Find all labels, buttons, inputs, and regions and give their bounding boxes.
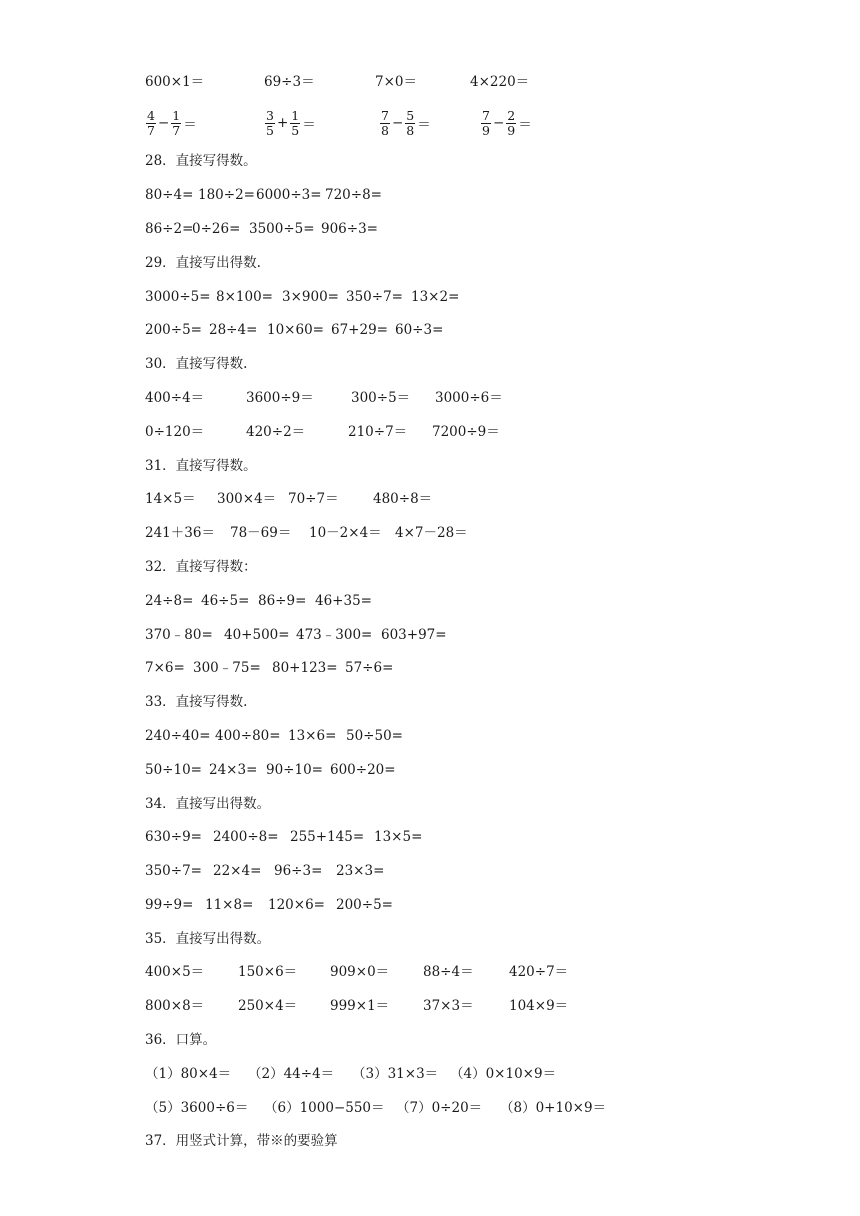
fraction: $\frac{3}{5}$ <box>266 107 274 138</box>
expression: 630÷9= <box>145 829 202 845</box>
fraction-expression: $\frac{4}{7}$ − $\frac{1}{7}$ ＝ <box>147 107 197 138</box>
expression: 420÷7＝ <box>509 964 569 980</box>
expression: 28÷4= <box>209 322 258 338</box>
expression: 10×60= <box>267 322 324 338</box>
question-title: 32．直接写得数： <box>145 559 257 575</box>
expression: 50÷50= <box>346 728 403 744</box>
expression: 46+35= <box>315 593 372 609</box>
expression: 800×8＝ <box>145 998 205 1014</box>
question-title: 31．直接写得数。 <box>145 458 257 474</box>
expression: （4）0×10×9＝ <box>450 1066 557 1082</box>
expression: 480÷8＝ <box>373 491 433 507</box>
expression: 78－69＝ <box>230 525 292 541</box>
expression: 150×6＝ <box>238 964 298 980</box>
expression: 7×0＝ <box>375 74 417 90</box>
expression: 13×5= <box>374 829 423 845</box>
expression: 70÷7＝ <box>288 491 339 507</box>
expression: 69÷3＝ <box>264 74 315 90</box>
expression: 300÷5＝ <box>351 390 411 406</box>
expression: 720÷8= <box>325 187 382 203</box>
expression: 4×220＝ <box>470 74 530 90</box>
expression: 46÷5= <box>201 593 250 609</box>
expression: 4×7－28＝ <box>395 525 468 541</box>
expression: 255+145= <box>290 829 365 845</box>
expression: 603+97= <box>381 627 447 643</box>
expression: 999×1＝ <box>330 998 390 1014</box>
expression: 57÷6= <box>345 660 394 676</box>
expression: 6000÷3= <box>256 187 322 203</box>
question-title: 36．口算。 <box>145 1032 217 1048</box>
expression: 60÷3= <box>395 322 444 338</box>
expression: 2400÷8= <box>213 829 279 845</box>
question-title: 34．直接写出得数。 <box>145 796 271 812</box>
fraction-expression: $\frac{7}{9}$ − $\frac{2}{9}$ ＝ <box>482 107 532 138</box>
expression: 400÷4＝ <box>145 390 205 406</box>
expression: 40+500= <box>224 627 290 643</box>
expression: 200÷5= <box>145 322 202 338</box>
expression: 104×9＝ <box>509 998 569 1014</box>
expression: 250×4＝ <box>238 998 298 1014</box>
fraction: $\frac{2}{9}$ <box>507 107 516 138</box>
expression: 80+123= <box>272 660 338 676</box>
expression: 120×6= <box>268 897 325 913</box>
expression: 37×3＝ <box>423 998 474 1014</box>
expression: 23×3= <box>336 863 385 879</box>
expression: 600÷20= <box>330 762 396 778</box>
expression: 7200÷9＝ <box>432 424 500 440</box>
expression: 11×8= <box>205 897 254 913</box>
question-title: 33．直接写得数. <box>145 694 248 710</box>
question-title: 28．直接写得数。 <box>145 153 257 169</box>
question-title: 29．直接写出得数. <box>145 255 261 271</box>
expression: （1）80×4＝ <box>145 1066 232 1082</box>
fraction: $\frac{1}{5}$ <box>291 107 300 138</box>
expression: 240÷40= <box>145 728 211 744</box>
expression: 3×900= <box>282 289 339 305</box>
expression: 909×0＝ <box>330 964 390 980</box>
expression: 400÷80= <box>215 728 281 744</box>
expression: 241＋36＝ <box>145 525 215 541</box>
expression: 420÷2＝ <box>246 424 306 440</box>
expression: 13×6= <box>288 728 337 744</box>
expression: （3）31×3＝ <box>352 1066 439 1082</box>
expression: 8×100= <box>216 289 273 305</box>
expression: 0÷120＝ <box>145 424 205 440</box>
question-title: 37．用竖式计算，带※的要验算 <box>145 1133 338 1149</box>
expression: 473﹣300= <box>296 627 373 643</box>
expression: 99÷9= <box>145 897 194 913</box>
fraction: $\frac{7}{9}$ <box>482 107 490 138</box>
expression: （7）0÷20＝ <box>396 1100 483 1116</box>
expression: 24÷8= <box>145 593 194 609</box>
fraction: $\frac{1}{7}$ <box>172 107 181 138</box>
question-title: 30．直接写得数. <box>145 356 248 372</box>
question-title: 35．直接写出得数。 <box>145 931 271 947</box>
expression: 3600÷9＝ <box>246 390 314 406</box>
expression: 350÷7= <box>145 863 202 879</box>
expression: 180÷2= <box>198 187 255 203</box>
expression: 370﹣80= <box>145 627 213 643</box>
expression: （6）1000−550＝ <box>264 1100 385 1116</box>
expression: 86÷9= <box>258 593 307 609</box>
expression: 24×3= <box>209 762 258 778</box>
expression: 14×5＝ <box>145 491 196 507</box>
expression: 10－2×4＝ <box>309 525 382 541</box>
expression: 600×1＝ <box>145 74 205 90</box>
expression: 200÷5= <box>336 897 393 913</box>
expression: 22×4= <box>213 863 262 879</box>
expression: 300﹣75= <box>193 660 261 676</box>
fraction-expression: $\frac{7}{8}$ − $\frac{5}{8}$ ＝ <box>381 107 431 138</box>
expression: 80÷4= <box>145 187 194 203</box>
expression: 400×5＝ <box>145 964 205 980</box>
expression: （2）44÷4＝ <box>248 1066 335 1082</box>
expression: （5）3600÷6＝ <box>145 1100 249 1116</box>
expression: 3000÷5= <box>145 289 211 305</box>
expression: 13×2= <box>411 289 460 305</box>
expression: 350÷7= <box>346 289 403 305</box>
expression: 210÷7＝ <box>348 424 408 440</box>
expression: 90÷10= <box>266 762 323 778</box>
expression: （8）0+10×9＝ <box>500 1100 607 1116</box>
expression: 96÷3= <box>274 863 323 879</box>
fraction: $\frac{5}{8}$ <box>406 107 415 138</box>
expression: 88÷4＝ <box>423 964 474 980</box>
expression: 3500÷5= <box>249 221 315 237</box>
expression: 7×6= <box>145 660 185 676</box>
expression: 906÷3= <box>321 221 378 237</box>
expression: 3000÷6＝ <box>435 390 503 406</box>
fraction: $\frac{7}{8}$ <box>381 107 389 138</box>
expression: 67+29= <box>331 322 388 338</box>
fraction: $\frac{4}{7}$ <box>147 107 155 138</box>
expression: 50÷10= <box>145 762 202 778</box>
fraction-expression: $\frac{3}{5}$ + $\frac{1}{5}$ ＝ <box>266 107 316 138</box>
expression: 300×4＝ <box>217 491 277 507</box>
expression: 0÷26= <box>192 221 241 237</box>
expression: 86÷2= <box>145 221 194 237</box>
